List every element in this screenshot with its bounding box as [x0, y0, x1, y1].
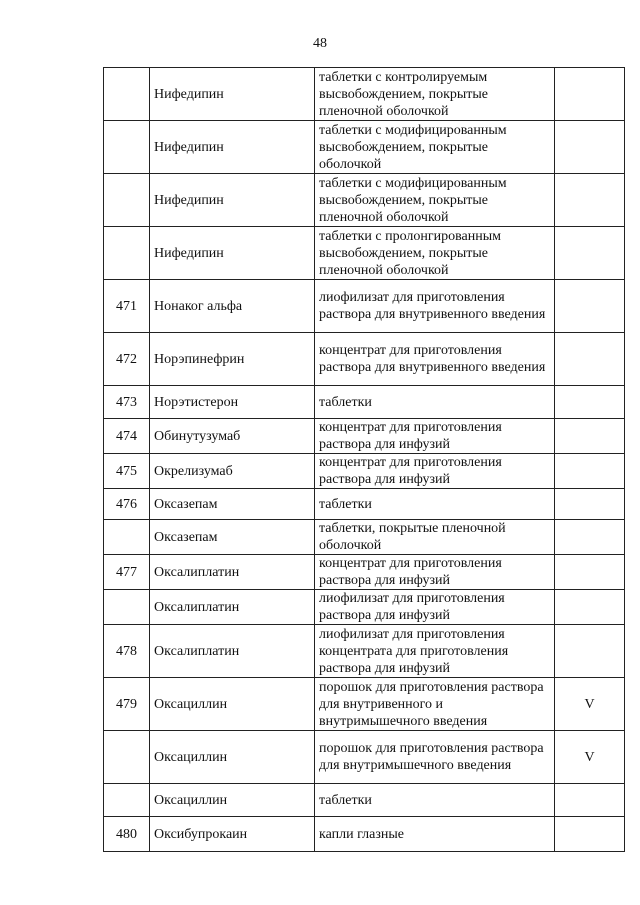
vital-mark: V	[555, 731, 625, 784]
row-number: 473	[104, 386, 150, 419]
table-row	[104, 520, 625, 555]
table-row	[104, 731, 625, 784]
row-number	[104, 68, 150, 121]
drug-name: Нифедипин	[150, 174, 315, 227]
vital-mark	[555, 590, 625, 625]
table-row	[104, 625, 625, 678]
dosage-form: таблетки	[315, 386, 555, 419]
dosage-form: концентрат для приготовления раствора для инфузий	[315, 555, 555, 590]
drug-name: Оксибупрокаин	[150, 817, 315, 852]
vital-mark	[555, 520, 625, 555]
table-row	[104, 174, 625, 227]
row-number: 480	[104, 817, 150, 852]
vital-mark	[555, 280, 625, 333]
dosage-form: порошок для приготовления раствора для внутримышечного введения	[315, 731, 555, 784]
vital-mark	[555, 419, 625, 454]
vital-mark	[555, 121, 625, 174]
table-row	[104, 555, 625, 590]
drug-name: Окрелизумаб	[150, 454, 315, 489]
row-number	[104, 121, 150, 174]
drug-name: Оксалиплатин	[150, 625, 315, 678]
drug-name: Нонаког альфа	[150, 280, 315, 333]
dosage-form: таблетки с контролируемым высвобождением, покрытые пленочной оболочкой	[315, 68, 555, 121]
table-row	[104, 386, 625, 419]
dosage-form: таблетки, покрытые пленочной оболочкой	[315, 520, 555, 555]
drug-name: Оксациллин	[150, 784, 315, 817]
table-row	[104, 280, 625, 333]
vital-mark	[555, 817, 625, 852]
row-number	[104, 784, 150, 817]
drug-name: Оксазепам	[150, 520, 315, 555]
drug-name: Норэпинефрин	[150, 333, 315, 386]
row-number: 471	[104, 280, 150, 333]
row-number	[104, 731, 150, 784]
vital-mark	[555, 227, 625, 280]
vital-mark	[555, 489, 625, 520]
page-number: 48	[313, 36, 327, 51]
vital-mark	[555, 333, 625, 386]
table-row	[104, 68, 625, 121]
row-number: 474	[104, 419, 150, 454]
dosage-form: таблетки с пролонгированным высвобождением, покрытые пленочной оболочкой	[315, 227, 555, 280]
dosage-form: капли глазные	[315, 817, 555, 852]
vital-mark	[555, 68, 625, 121]
row-number	[104, 590, 150, 625]
row-number: 475	[104, 454, 150, 489]
table-body	[104, 68, 625, 852]
drug-name: Оксациллин	[150, 678, 315, 731]
row-number	[104, 227, 150, 280]
drug-name: Нифедипин	[150, 68, 315, 121]
table-row	[104, 454, 625, 489]
vital-mark	[555, 784, 625, 817]
dosage-form: таблетки с модифицированным высвобождением, покрытые пленочной оболочкой	[315, 174, 555, 227]
row-number: 477	[104, 555, 150, 590]
drug-name: Оксазепам	[150, 489, 315, 520]
drug-name: Оксациллин	[150, 731, 315, 784]
dosage-form: лиофилизат для приготовления концентрата для приготовления раствора для инфузий	[315, 625, 555, 678]
dosage-form: лиофилизат для приготовления раствора для инфузий	[315, 590, 555, 625]
table-row	[104, 333, 625, 386]
drug-table	[103, 67, 625, 852]
row-number: 479	[104, 678, 150, 731]
table-row	[104, 121, 625, 174]
drug-name: Нифедипин	[150, 227, 315, 280]
vital-mark	[555, 555, 625, 590]
table-row	[104, 419, 625, 454]
vital-mark	[555, 386, 625, 419]
vital-mark: V	[555, 678, 625, 731]
vital-mark	[555, 174, 625, 227]
row-number: 472	[104, 333, 150, 386]
dosage-form: порошок для приготовления раствора для внутривенного и внутримышечного введения	[315, 678, 555, 731]
drug-name: Оксалиплатин	[150, 555, 315, 590]
table-row	[104, 784, 625, 817]
dosage-form: концентрат для приготовления раствора для инфузий	[315, 454, 555, 489]
table-row	[104, 590, 625, 625]
table-row	[104, 817, 625, 852]
vital-mark	[555, 625, 625, 678]
drug-name: Обинутузумаб	[150, 419, 315, 454]
drug-name: Норэтистерон	[150, 386, 315, 419]
dosage-form: таблетки с модифицированным высвобождением, покрытые оболочкой	[315, 121, 555, 174]
drug-name: Оксалиплатин	[150, 590, 315, 625]
dosage-form: лиофилизат для приготовления раствора для внутривенного введения	[315, 280, 555, 333]
row-number	[104, 174, 150, 227]
row-number: 476	[104, 489, 150, 520]
dosage-form: концентрат для приготовления раствора для инфузий	[315, 419, 555, 454]
table-row	[104, 678, 625, 731]
drug-name: Нифедипин	[150, 121, 315, 174]
dosage-form: таблетки	[315, 489, 555, 520]
dosage-form: концентрат для приготовления раствора для внутривенного введения	[315, 333, 555, 386]
table-row	[104, 489, 625, 520]
vital-mark	[555, 454, 625, 489]
row-number	[104, 520, 150, 555]
table-row	[104, 227, 625, 280]
dosage-form: таблетки	[315, 784, 555, 817]
row-number: 478	[104, 625, 150, 678]
